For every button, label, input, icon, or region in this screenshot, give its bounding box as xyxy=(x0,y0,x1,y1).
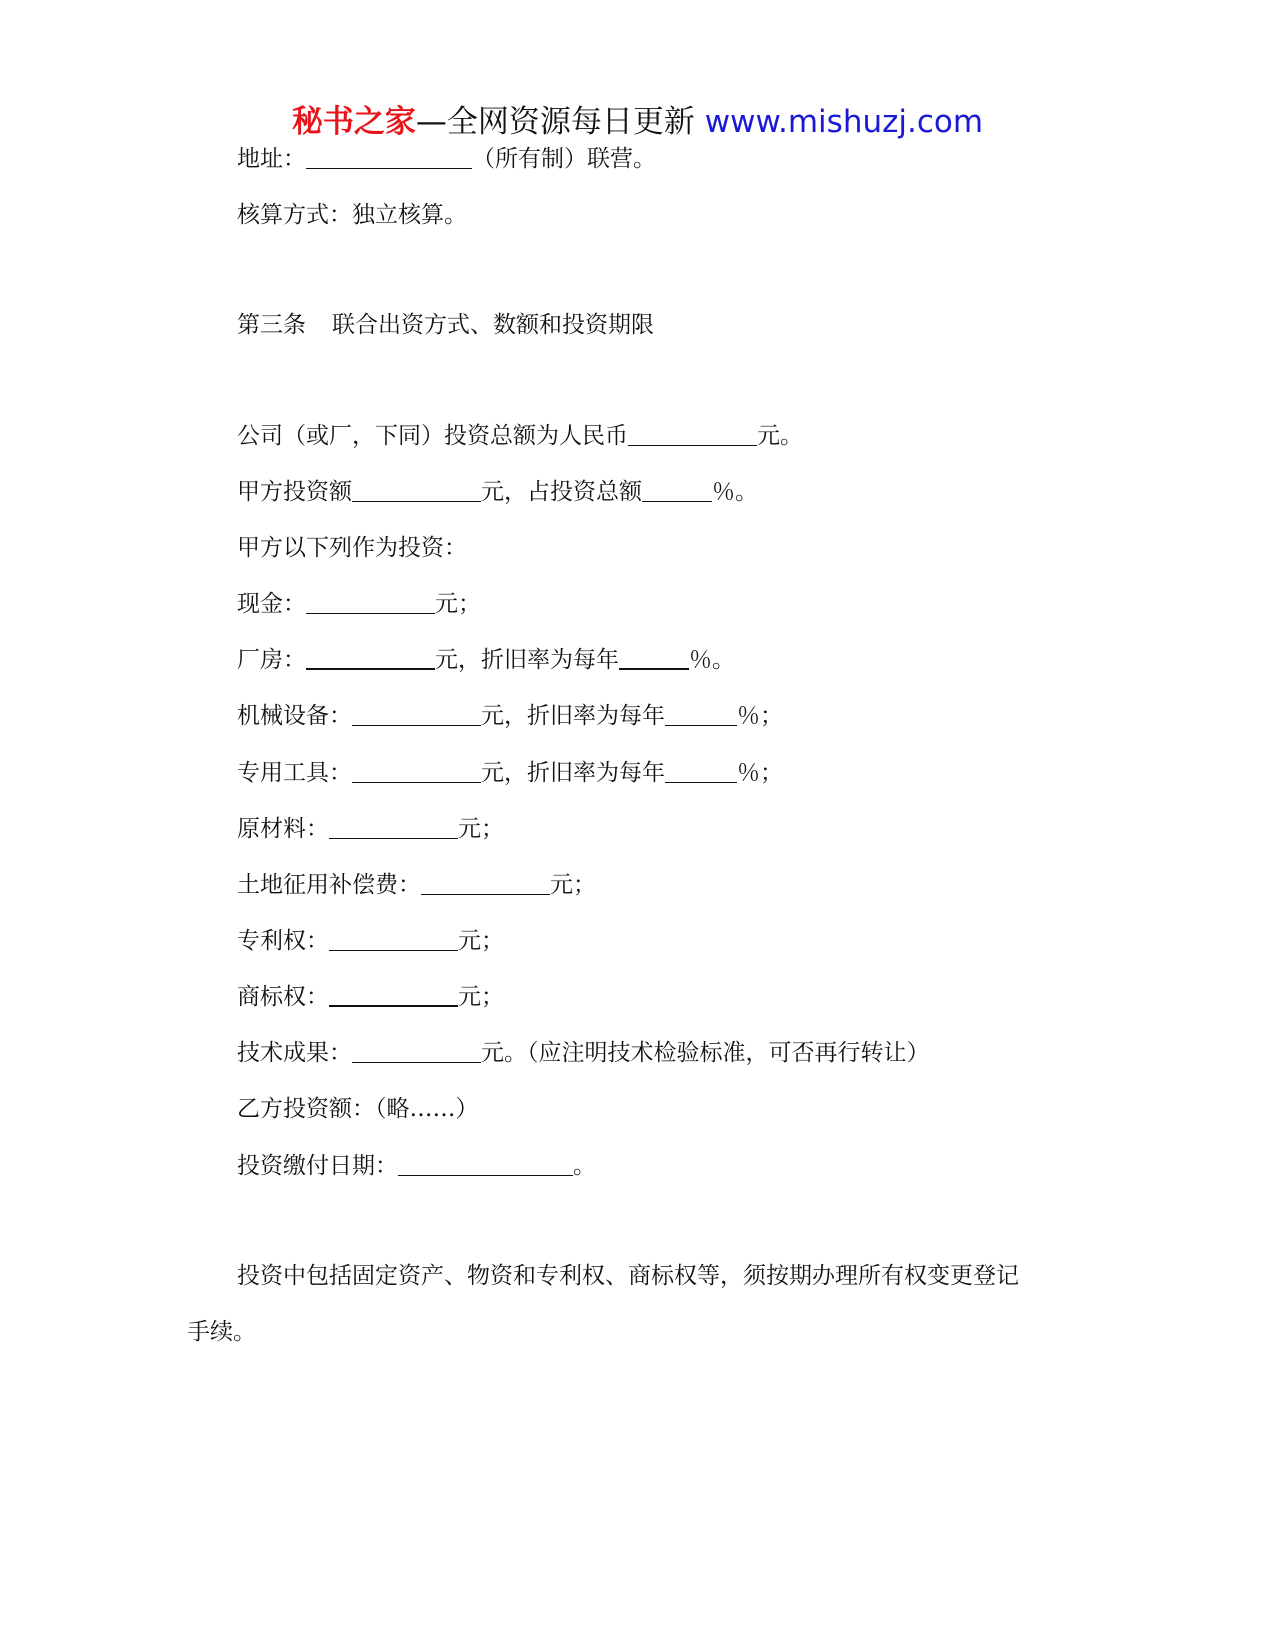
total-prefix: 公司（或厂，下同）投资总额为人民币 xyxy=(237,423,628,449)
tech-achievement-line xyxy=(237,1037,930,1069)
machinery-label: 机械设备： xyxy=(237,703,352,729)
payment-date-line xyxy=(237,1150,596,1182)
paragraph-line-2: 手续。 xyxy=(187,1319,256,1345)
site-header-banner xyxy=(0,102,1275,142)
tools-percent-blank xyxy=(665,760,737,783)
tools-suffix: ％； xyxy=(737,760,783,786)
patent-label: 专利权： xyxy=(237,928,329,954)
land-blank xyxy=(421,872,550,895)
tech-label: 技术成果： xyxy=(237,1040,352,1066)
machinery-line xyxy=(237,700,783,732)
party-a-investment-line xyxy=(237,476,758,508)
party-a-amount-blank xyxy=(352,479,481,502)
accounting-line: 核算方式：独立核算。 xyxy=(237,202,467,228)
trademark-label: 商标权： xyxy=(237,984,329,1010)
cash-label: 现金： xyxy=(237,591,306,617)
address-blank xyxy=(306,146,472,169)
payment-date-blank xyxy=(398,1153,573,1176)
address-line xyxy=(237,143,656,175)
patent-line xyxy=(237,925,504,957)
tools-line xyxy=(237,757,783,789)
land-suffix: 元； xyxy=(550,872,596,898)
trademark-blank xyxy=(329,983,458,1007)
total-investment-line xyxy=(237,420,803,452)
cash-line xyxy=(237,588,481,620)
header-slogan: —全网资源每日更新 xyxy=(415,104,705,140)
article-number: 第三条 xyxy=(237,312,306,338)
tech-blank xyxy=(352,1040,481,1063)
total-blank xyxy=(628,423,757,446)
party-b-investment-line: 乙方投资额：（略……） xyxy=(237,1096,479,1122)
total-suffix: 元。 xyxy=(757,423,803,449)
trademark-suffix: 元； xyxy=(458,984,504,1010)
plant-label: 厂房： xyxy=(237,647,306,673)
tools-label: 专用工具： xyxy=(237,760,352,786)
payment-label: 投资缴付日期： xyxy=(237,1153,398,1179)
plant-line xyxy=(237,644,735,676)
machinery-mid: 元，折旧率为每年 xyxy=(481,703,665,729)
address-tail: （所有制）联营。 xyxy=(472,146,656,172)
cash-blank xyxy=(306,591,435,614)
machinery-percent-blank xyxy=(665,703,737,726)
plant-mid: 元，折旧率为每年 xyxy=(435,647,619,673)
article-title: 联合出资方式、数额和投资期限 xyxy=(332,312,654,338)
materials-suffix: 元； xyxy=(458,816,504,842)
materials-line xyxy=(237,813,504,845)
cash-suffix: 元； xyxy=(435,591,481,617)
header-brand: 秘书之家 xyxy=(291,104,416,140)
machinery-suffix: ％； xyxy=(737,703,783,729)
article-heading xyxy=(237,309,654,341)
land-label: 土地征用补偿费： xyxy=(237,872,421,898)
plant-suffix: ％。 xyxy=(689,647,735,673)
machinery-blank xyxy=(352,703,481,726)
payment-suffix: 。 xyxy=(573,1153,596,1179)
party-a-mid: 元，占投资总额 xyxy=(481,479,642,505)
materials-label: 原材料： xyxy=(237,816,329,842)
party-a-items-intro: 甲方以下列作为投资： xyxy=(237,535,467,561)
party-a-percent-blank xyxy=(642,479,712,502)
trademark-line xyxy=(237,981,504,1013)
plant-blank xyxy=(306,646,435,670)
address-label: 地址： xyxy=(237,146,306,172)
tech-suffix: 元。（应注明技术检验标准，可否再行转让） xyxy=(481,1040,930,1066)
materials-blank xyxy=(329,816,458,839)
land-compensation-line xyxy=(237,869,596,901)
party-a-prefix: 甲方投资额 xyxy=(237,479,352,505)
patent-suffix: 元； xyxy=(458,928,504,954)
tools-blank xyxy=(352,760,481,783)
party-a-suffix: ％。 xyxy=(712,479,758,505)
plant-percent-blank xyxy=(619,646,689,670)
header-url[interactable]: www.mishuzj.com xyxy=(704,104,984,140)
patent-blank xyxy=(329,928,458,951)
paragraph-line-1: 投资中包括固定资产、物资和专利权、商标权等，须按期办理所有权变更登记 xyxy=(237,1263,1019,1289)
tools-mid: 元，折旧率为每年 xyxy=(481,760,665,786)
